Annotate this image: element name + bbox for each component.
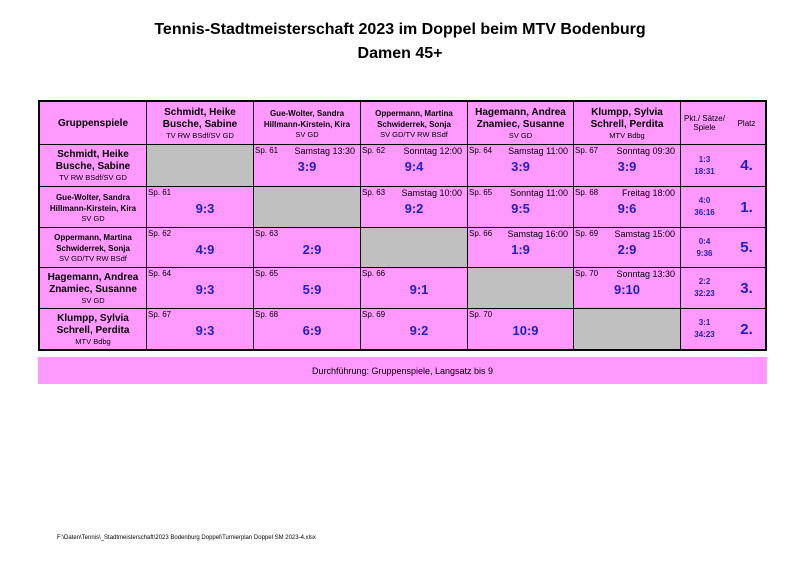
- place-cell: [728, 228, 765, 268]
- match-cell: [147, 228, 254, 268]
- game-number: Sp. 69: [362, 310, 386, 319]
- groups-label: Gruppenspiele: [57, 117, 128, 129]
- match-score: 5:9: [302, 282, 322, 297]
- match-cell: [254, 145, 361, 187]
- match-score: 9:5: [511, 201, 530, 216]
- team-player-1: Schmidt, Heike: [57, 149, 129, 160]
- game-number: Sp. 67: [148, 310, 172, 319]
- match-cell: [361, 309, 468, 349]
- match-cell: [574, 268, 681, 309]
- team-player-2: Busche, Sabine: [162, 118, 238, 130]
- match-time: Sonntag 09:30: [616, 146, 675, 156]
- points-value: 2:2: [698, 277, 711, 286]
- match-score: 9:3: [195, 282, 215, 297]
- match-score: 10:9: [512, 323, 539, 338]
- game-number: Sp. 70: [469, 310, 493, 319]
- match-cell: [468, 309, 574, 349]
- games-value: 9:36: [696, 248, 713, 258]
- match-cell: [361, 268, 468, 309]
- game-number: Sp. 62: [362, 146, 386, 155]
- game-number: Sp. 66: [362, 269, 386, 278]
- team-club: SV GD/TV RW BSdf: [380, 129, 448, 139]
- place-cell: [728, 187, 765, 228]
- blocked-cell: [574, 309, 681, 349]
- game-number: Sp. 64: [469, 146, 493, 155]
- match-cell: [147, 309, 254, 349]
- match-cell: [254, 268, 361, 309]
- header-place: [728, 102, 765, 145]
- game-number: Sp. 61: [255, 146, 279, 155]
- game-number: Sp. 68: [255, 310, 279, 319]
- games-value: 34:23: [694, 330, 715, 339]
- game-number: Sp. 66: [469, 229, 493, 238]
- match-cell: [574, 228, 681, 268]
- place-cell: [728, 268, 765, 309]
- match-score: 3:9: [617, 159, 637, 174]
- team-club: TV RW BSdf/SV GD: [166, 130, 234, 140]
- match-score: 3:9: [511, 159, 530, 174]
- place-value: 5.: [740, 239, 753, 256]
- game-number: Sp. 65: [469, 188, 493, 197]
- match-cell: [361, 145, 468, 187]
- game-number: Sp. 61: [148, 188, 172, 197]
- team-player-2: Znamiec, Susanne: [49, 283, 137, 295]
- match-time: Samstag 10:00: [401, 188, 462, 198]
- team-row-header: [40, 187, 147, 228]
- match-cell: [574, 187, 681, 228]
- team-player-2: Busche, Sabine: [55, 161, 131, 172]
- match-score: 9:6: [617, 201, 637, 216]
- file-path: F:\Daten\Tennis\_Stadtmeisterschaft\2023 Bodenburg Doppel\Turnierplan Doppel SM 2023-4.xlsx: [57, 535, 316, 541]
- match-time: Sonntag 11:00: [510, 188, 568, 198]
- team-header: [574, 102, 681, 145]
- team-player-1: Klumpp, Sylvia: [57, 312, 129, 324]
- points-value: 0:4: [698, 236, 711, 246]
- team-player-1: Gue-Wolter, Sandra: [55, 192, 131, 202]
- points-value: 4:0: [698, 196, 711, 205]
- match-score: 6:9: [302, 323, 322, 338]
- game-number: Sp. 69: [575, 229, 599, 238]
- match-time: Samstag 11:00: [508, 146, 568, 156]
- match-score: 1:9: [511, 242, 530, 257]
- team-player-1: Klumpp, Sylvia: [591, 106, 663, 118]
- points-cell: [681, 309, 728, 349]
- game-number: Sp. 63: [255, 229, 279, 238]
- game-number: Sp. 70: [575, 269, 599, 278]
- match-cell: [574, 145, 681, 187]
- team-club: MTV Bdbg: [75, 336, 111, 346]
- place-cell: [728, 309, 765, 349]
- match-cell: [468, 228, 574, 268]
- match-time: Samstag 13:30: [294, 146, 355, 156]
- team-row-header: [40, 145, 147, 187]
- place-value: 4.: [740, 157, 753, 174]
- team-player-2: Schwiderrek, Sonja: [56, 244, 130, 253]
- team-player-1: Hagemann, Andrea: [475, 106, 566, 118]
- games-value: 36:16: [694, 208, 715, 217]
- games-value: 18:31: [694, 166, 715, 176]
- match-score: 9:10: [613, 282, 641, 297]
- match-score: 9:3: [195, 323, 215, 338]
- page-title: Tennis-Stadtmeisterschaft 2023 im Doppel beim MTV Bodenburg: [154, 21, 646, 38]
- team-club: SV GD: [81, 295, 105, 305]
- blocked-cell: [361, 228, 468, 268]
- match-score: 9:2: [409, 323, 429, 338]
- team-club: SV GD: [295, 129, 319, 139]
- team-player-1: Oppermann, Martina: [54, 233, 132, 242]
- team-player-2: Hillmann-Kirstein, Kira: [263, 119, 351, 129]
- game-number: Sp. 63: [362, 188, 386, 197]
- game-number: Sp. 65: [255, 269, 279, 278]
- game-number: Sp. 64: [148, 269, 172, 278]
- place-value: 3.: [740, 279, 753, 297]
- game-number: Sp. 68: [575, 188, 599, 197]
- blocked-cell: [147, 145, 254, 187]
- match-time: Sonntag 12:00: [403, 146, 462, 156]
- points-cell: [681, 187, 728, 228]
- points-label: Pkt./ Sätze/ Spiele: [684, 114, 725, 132]
- points-cell: [681, 145, 728, 187]
- match-cell: [361, 187, 468, 228]
- team-club: SV GD: [508, 130, 533, 140]
- team-header: [468, 102, 574, 145]
- match-time: Sonntag 13:30: [616, 269, 675, 279]
- team-row-header: [40, 228, 147, 268]
- match-score: 2:9: [302, 242, 322, 257]
- team-header: [254, 102, 361, 145]
- match-score: 3:9: [297, 159, 317, 174]
- team-club: SV GD/TV RW BSdf: [59, 254, 127, 263]
- points-value: 3:1: [698, 318, 711, 327]
- team-row-header: [40, 309, 147, 349]
- blocked-cell: [254, 187, 361, 228]
- footer-note: Durchführung: Gruppenspiele, Langsatz bis 9: [38, 357, 767, 384]
- header-groups: [40, 102, 147, 145]
- match-score: 9:4: [404, 159, 424, 174]
- points-cell: [681, 228, 728, 268]
- place-value: 1.: [740, 198, 753, 216]
- place-label: Platz: [737, 118, 756, 128]
- team-player-2: Hillmann-Kirstein, Kira: [49, 203, 137, 213]
- match-cell: [147, 187, 254, 228]
- match-score: 9:1: [409, 282, 429, 297]
- match-time: Freitag 18:00: [621, 188, 675, 198]
- team-player-1: Gue-Wolter, Sandra: [269, 108, 345, 118]
- team-club: TV RW BSdf/SV GD: [59, 173, 127, 182]
- team-player-1: Hagemann, Andrea: [47, 271, 139, 283]
- place-value: 2.: [740, 320, 753, 338]
- match-cell: [254, 309, 361, 349]
- match-cell: [468, 145, 574, 187]
- team-player-2: Znamiec, Susanne: [476, 118, 565, 130]
- team-player-2: Schrell, Perdita: [590, 118, 664, 130]
- header-points: [681, 102, 728, 145]
- match-cell: [147, 268, 254, 309]
- team-player-2: Schwiderrek, Sonja: [377, 119, 451, 129]
- team-player-1: Oppermann, Martina: [375, 108, 453, 118]
- match-time: Samstag 16:00: [507, 229, 568, 239]
- match-score: 2:9: [617, 242, 637, 257]
- game-number: Sp. 67: [575, 146, 599, 155]
- match-score: 9:2: [404, 201, 424, 216]
- page-subtitle: Damen 45+: [357, 45, 443, 62]
- game-number: Sp. 62: [148, 229, 172, 238]
- team-header: [361, 102, 468, 145]
- team-header: [147, 102, 254, 145]
- match-time: Samstag 15:00: [614, 229, 675, 239]
- match-score: 4:9: [195, 242, 215, 257]
- team-player-1: Schmidt, Heike: [164, 106, 236, 118]
- points-value: 1:3: [698, 154, 711, 164]
- team-club: MTV Bdbg: [609, 130, 645, 140]
- match-cell: [468, 187, 574, 228]
- team-player-2: Schrell, Perdita: [56, 324, 130, 336]
- games-value: 32:23: [694, 289, 715, 298]
- match-cell: [254, 228, 361, 268]
- team-row-header: [40, 268, 147, 309]
- team-club: SV GD: [81, 213, 105, 223]
- results-table: [38, 100, 767, 351]
- place-cell: [728, 145, 765, 187]
- points-cell: [681, 268, 728, 309]
- match-score: 9:3: [195, 201, 215, 216]
- blocked-cell: [468, 268, 574, 309]
